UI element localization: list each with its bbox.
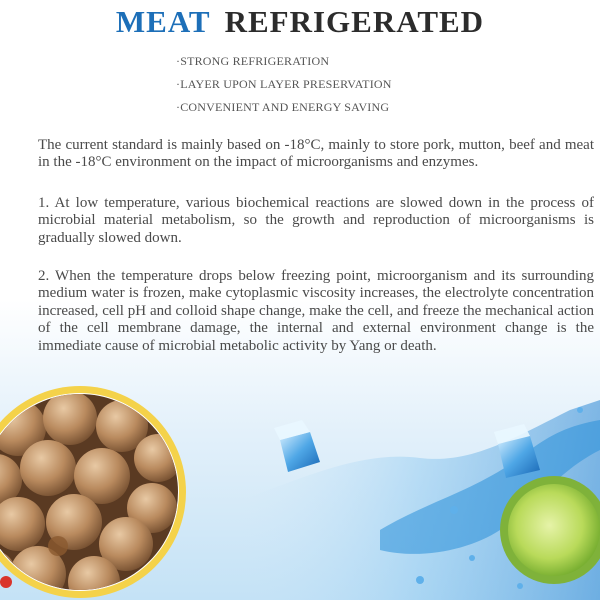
page-title (0, 4, 600, 40)
intro-paragraph: The current standard is mainly based on -18°C, mainly to store pork, mutton, beef and meat in the -18°C environment on the impact of microorganisms and enzymes. (38, 137, 594, 171)
title-word-meat: MEAT (115, 4, 211, 39)
feature-item: ·CONVENIENT AND ENERGY SAVING (176, 100, 390, 114)
ice-cube-left (274, 420, 320, 472)
feature-list (176, 50, 392, 119)
feature-item: ·LAYER UPON LAYER PRESERVATION (176, 77, 392, 91)
ice-water-lime-splash (240, 380, 600, 600)
point-1-paragraph: 1. At low temperature, various biochemical reactions are slowed down in the process of microbial material metabolism, so the growth and reproduction of microorganisms is gradually slowed down. (38, 195, 594, 246)
meatballs-photo (0, 368, 208, 600)
title-word-refrigerated: REFRIGERATED (224, 4, 485, 39)
feature-item: ·STRONG REFRIGERATION (176, 54, 330, 68)
point-2-paragraph: 2. When the temperature drops below freezing point, microorganism and its surrounding medium water is frozen, make cytoplasmic viscosity increases, the electrolyte concentration increased, cell pH and colloid shape change, make the cell, and freeze the mechanical action of the cell membrane damage, the internal and external environment change is the immediate cause of microbial metabolic activity by Yang or death. (38, 268, 594, 354)
